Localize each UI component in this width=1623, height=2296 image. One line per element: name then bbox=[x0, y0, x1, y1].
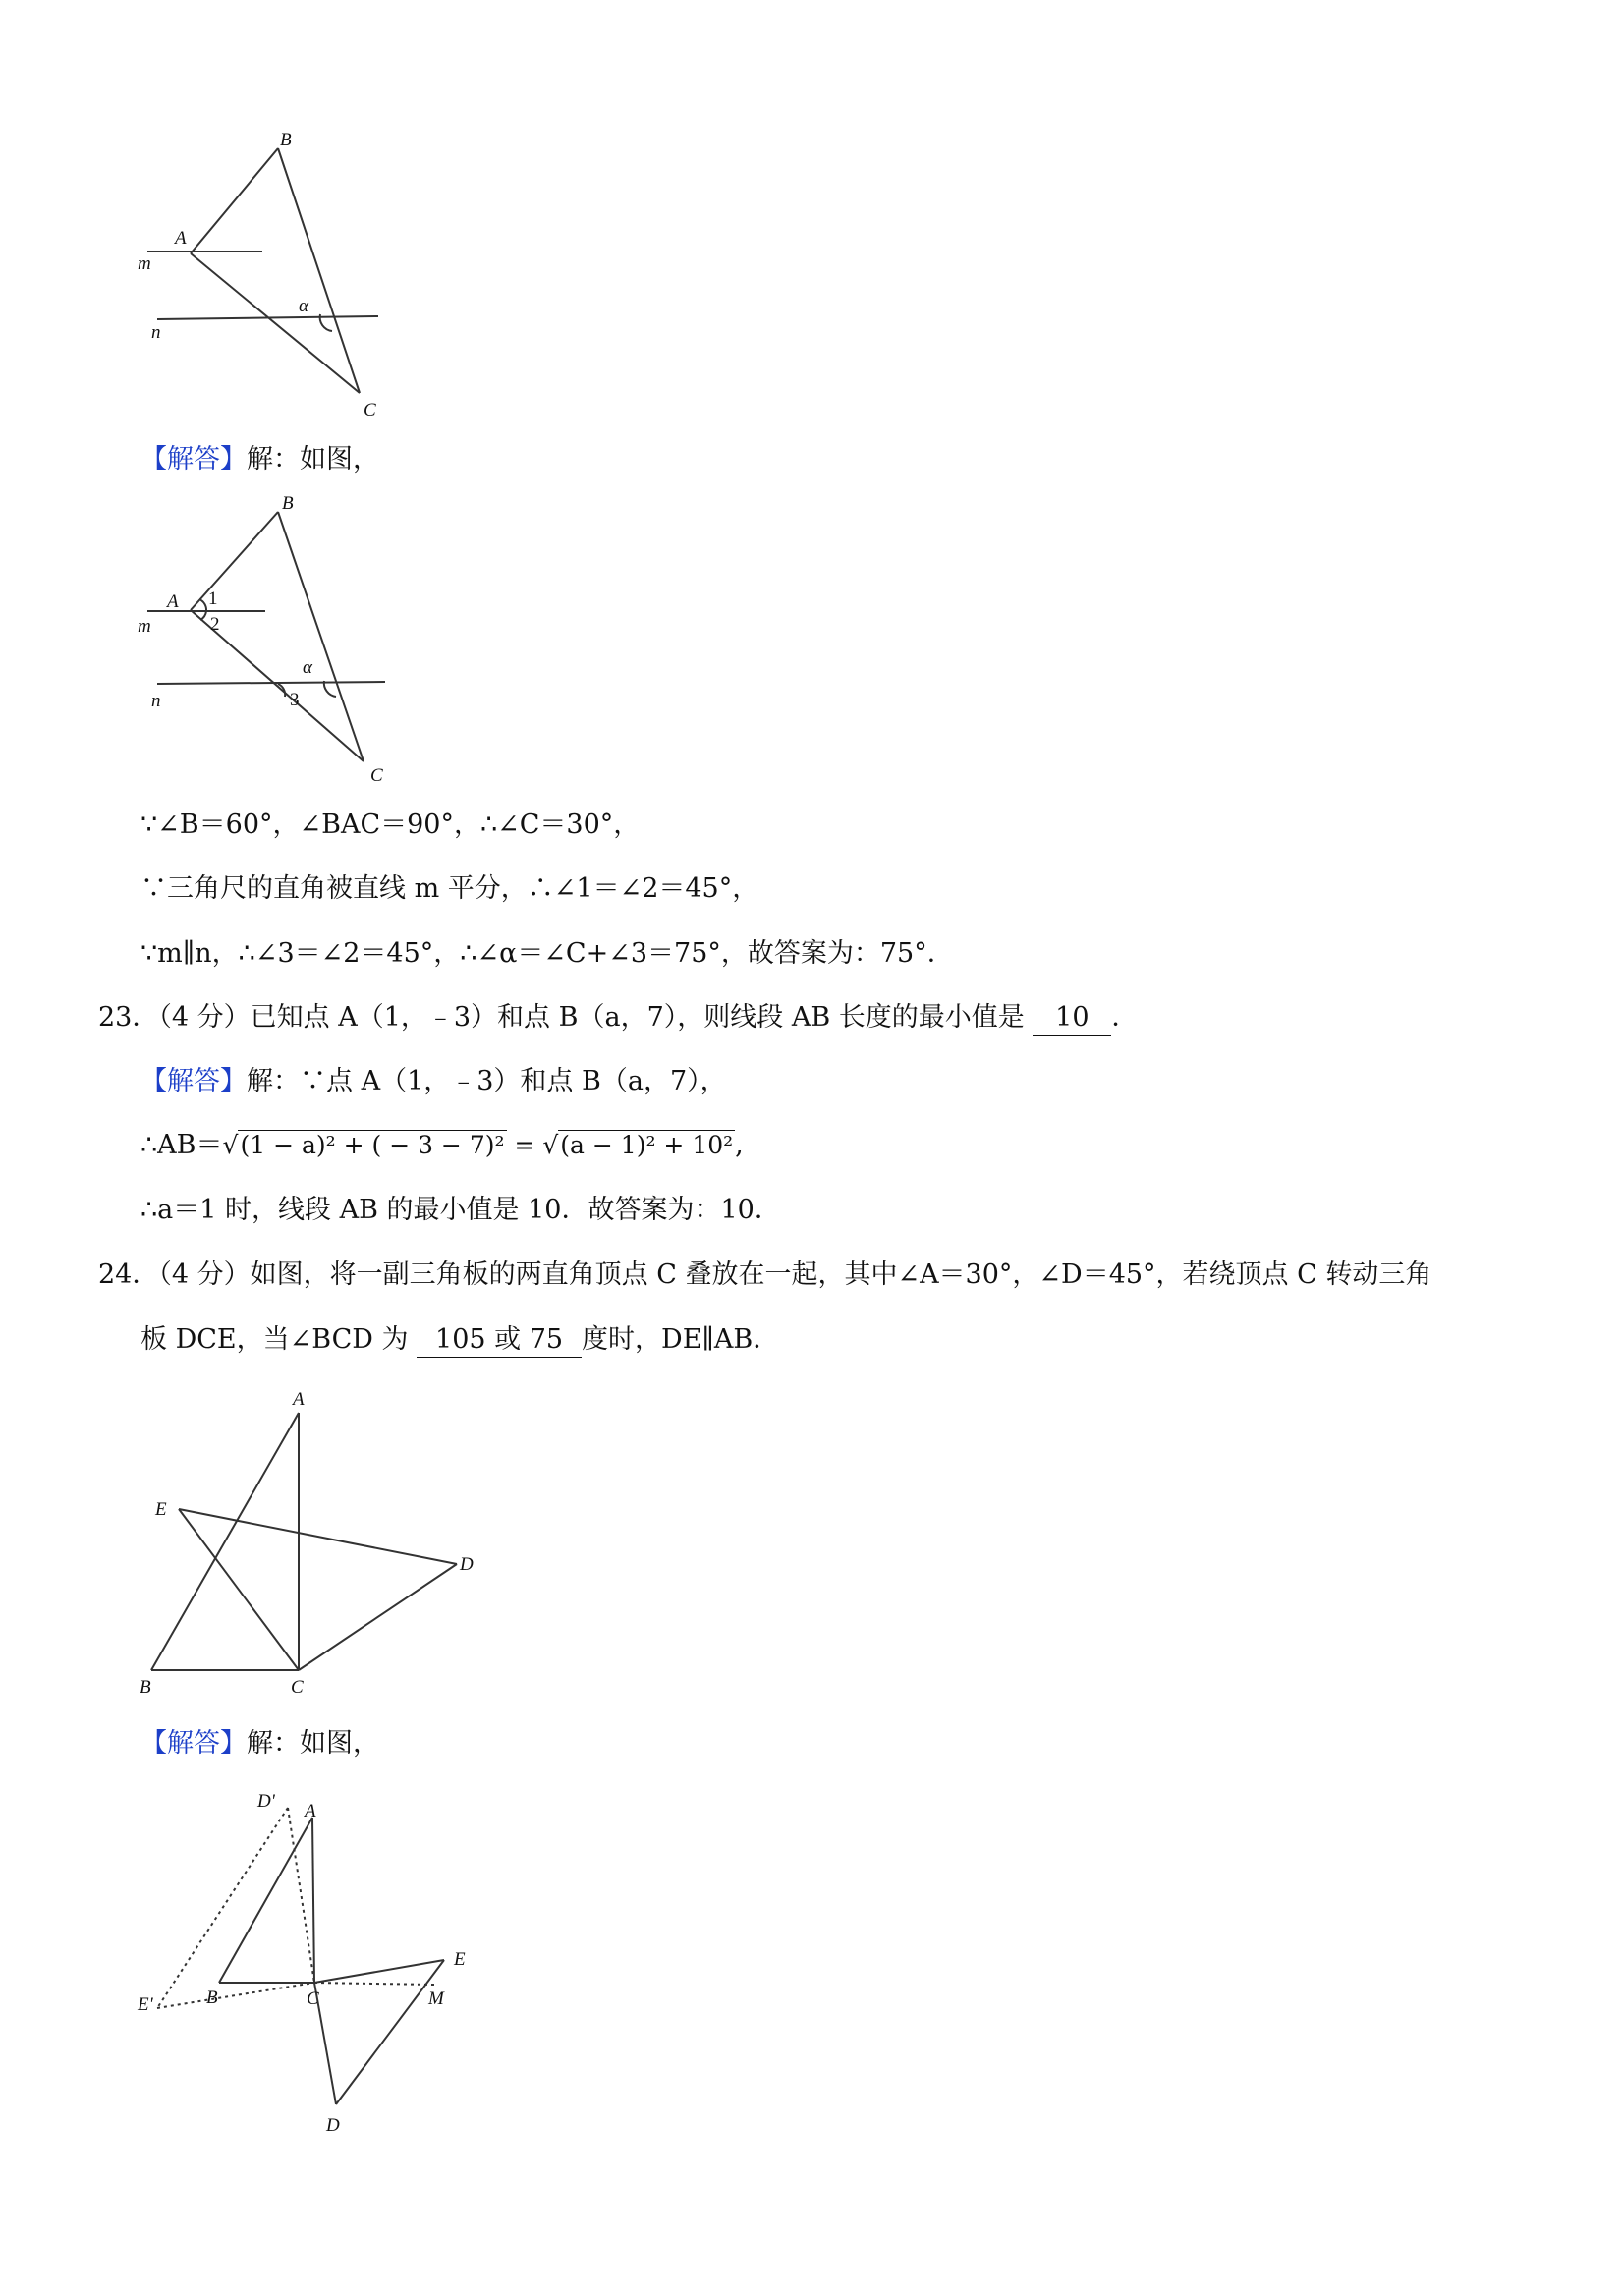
label-C: C bbox=[291, 1677, 304, 1698]
answer-blank: 10 bbox=[1033, 1001, 1111, 1036]
solution-22-line-2: ∵三角尺的直角被直线 m 平分，∴∠1＝∠2＝45°， bbox=[140, 873, 759, 904]
solution-24-intro bbox=[140, 1727, 379, 1761]
formula-root-2: (a − 1)² + 10² bbox=[560, 1131, 734, 1159]
label-2: 2 bbox=[210, 614, 220, 635]
figure-question-24 bbox=[128, 1375, 491, 1709]
figure-solution-24 bbox=[128, 1783, 521, 2147]
label-E-prime: E' bbox=[138, 1994, 153, 2015]
question-24-line-1: 24．（4 分）如图，将一副三角板的两直角顶点 C 叠放在一起，其中∠A＝30°，∠D＝45°，若绕顶点 C 转动三角 bbox=[98, 1260, 1432, 1290]
label-D-prime: D' bbox=[257, 1791, 275, 1812]
question-24-line-2 bbox=[140, 1323, 779, 1358]
label-E: E bbox=[454, 1949, 466, 1970]
question-23 bbox=[98, 1001, 1138, 1036]
solution-23-line-2: ∴AB＝√(1 − a)² + ( − 3 − 7)² = √(a − 1)² + 10², bbox=[140, 1130, 744, 1160]
label-n: n bbox=[151, 322, 161, 343]
label-m: m bbox=[138, 253, 151, 274]
label-C: C bbox=[370, 765, 383, 786]
label-A: A bbox=[167, 591, 179, 612]
formula-suffix: , bbox=[735, 1130, 744, 1160]
question-24-prefix: 板 DCE，当∠BCD 为 bbox=[140, 1324, 409, 1355]
label-B: B bbox=[206, 1988, 218, 2008]
label-A: A bbox=[175, 228, 187, 249]
label-alpha: α bbox=[299, 296, 308, 316]
solution-22-line-3: ∵m∥n，∴∠3＝∠2＝45°，∴∠α＝∠C+∠3＝75°，故答案为：75°． bbox=[140, 938, 954, 969]
label-3: 3 bbox=[290, 690, 300, 710]
label-B: B bbox=[280, 130, 292, 150]
question-23-tail: ． bbox=[1111, 1002, 1139, 1033]
solution-23-line-3: ∴a＝1 时，线段 AB 的最小值是 10．故答案为：10． bbox=[140, 1195, 781, 1225]
answer-blank: 105 或 75 bbox=[417, 1323, 582, 1358]
question-23-stem: 23．（4 分）已知点 A（1，﹣3）和点 B（a，7），则线段 AB 长度的最小值是 bbox=[98, 1002, 1025, 1033]
label-E: E bbox=[155, 1499, 167, 1520]
label-M: M bbox=[428, 1988, 444, 2009]
answer-tag: 【解答】 bbox=[140, 1066, 247, 1096]
label-B: B bbox=[140, 1677, 151, 1698]
intro-text: 解：如图， bbox=[247, 444, 379, 475]
figure-solution-22 bbox=[128, 491, 413, 796]
solution-23-line-1 bbox=[140, 1065, 727, 1098]
solution-22-intro bbox=[140, 443, 379, 476]
formula-equals: = bbox=[506, 1131, 543, 1159]
intro-text: 解：如图， bbox=[247, 1728, 379, 1759]
label-A: A bbox=[305, 1801, 316, 1821]
label-B: B bbox=[282, 493, 294, 514]
label-alpha: α bbox=[303, 657, 312, 678]
label-m: m bbox=[138, 616, 151, 637]
solution-23-text: 解：∵点 A（1，﹣3）和点 B（a，7）， bbox=[247, 1066, 727, 1096]
label-D: D bbox=[326, 2115, 340, 2136]
figure-triangle-parallel-lines bbox=[128, 128, 403, 422]
label-n: n bbox=[151, 691, 161, 711]
formula-prefix: ∴AB＝ bbox=[140, 1130, 223, 1160]
label-A: A bbox=[293, 1389, 305, 1410]
formula-root-1: (1 − a)² + ( − 3 − 7)² bbox=[240, 1131, 505, 1159]
label-1: 1 bbox=[208, 588, 218, 609]
label-D: D bbox=[460, 1554, 474, 1575]
solution-22-line-1: ∵∠B＝60°，∠BAC＝90°，∴∠C＝30°， bbox=[140, 810, 641, 840]
label-C: C bbox=[307, 1988, 319, 2009]
question-24-suffix: 度时，DE∥AB． bbox=[582, 1324, 780, 1355]
label-C: C bbox=[364, 400, 376, 420]
answer-tag: 【解答】 bbox=[140, 1728, 247, 1759]
answer-tag: 【解答】 bbox=[140, 444, 247, 475]
